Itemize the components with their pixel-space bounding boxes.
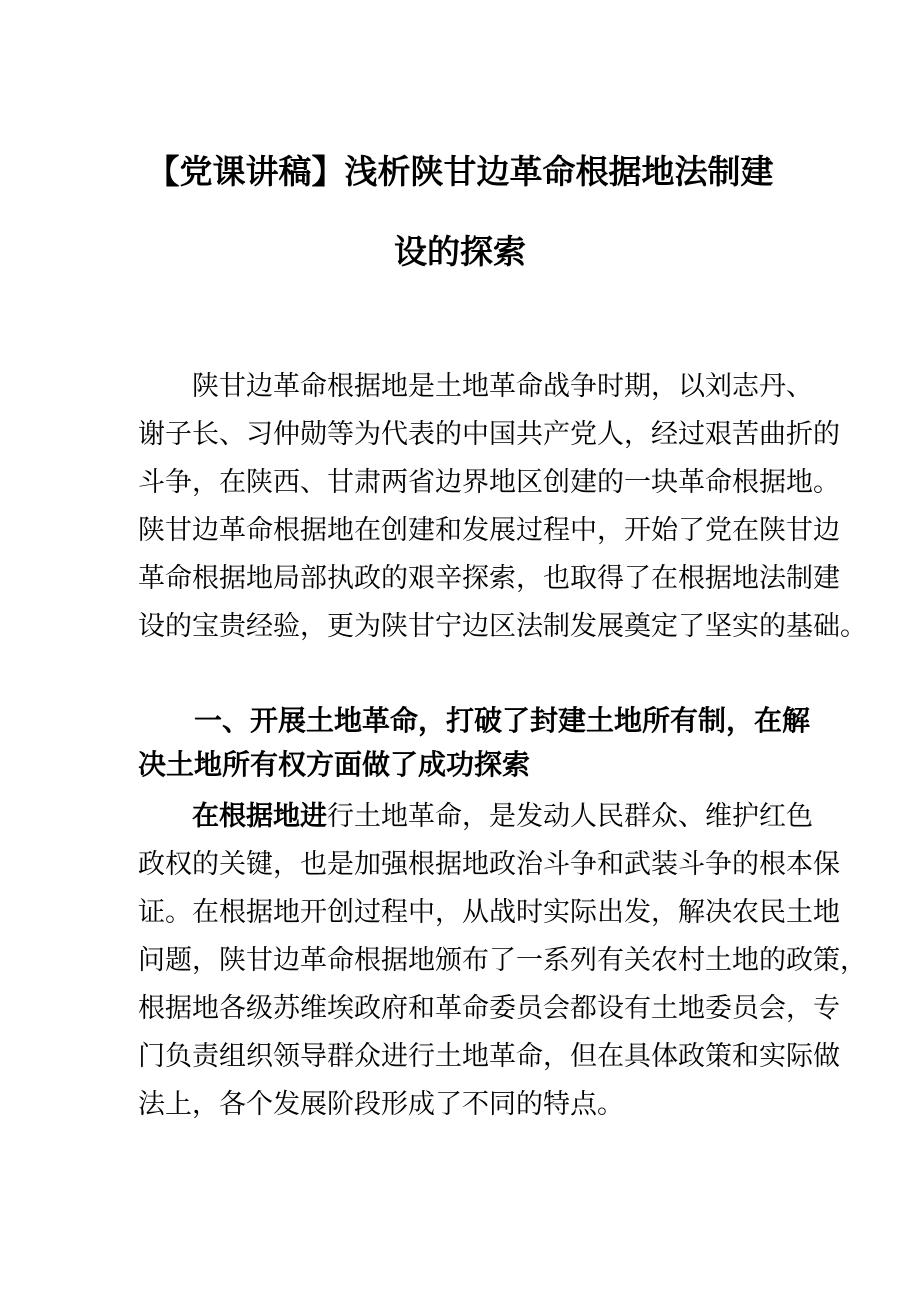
body-line: 政权的关键，也是加强根据地政治斗争和武装斗争的根本保 [138,849,840,879]
bold-lead-text: 在根据地进 [192,801,327,831]
section-heading-1 [138,699,860,787]
title-line-2: 设的探索 [394,233,526,270]
heading-line-2: 决土地所有权方面做了成功探索 [138,749,531,780]
body-line: 陕甘边革命根据地是土地革命战争时期，以刘志丹、 [192,371,813,401]
body-line: 根据地各级苏维埃政府和革命委员会都设有土地委员会，专 [138,993,840,1023]
heading-line-1: 一、开展土地革命，打破了封建土地所有制，在解 [194,705,811,736]
body-line [138,792,860,840]
body-line: 门负责组织领导群众进行土地革命，但在具体政策和实际做 [138,1041,840,1071]
body-line: 陕甘边革命根据地在创建和发展过程中，开始了党在陕甘边 [138,515,840,545]
body-line: 谢子长、习仲勋等为代表的中国共产党人，经过艰苦曲折的 [138,419,840,449]
body-line: 革命根据地局部执政的艰辛探索，也取得了在根据地法制建 [138,563,840,593]
body-line: 斗争，在陕西、甘肃两省边界地区创建的一块革命根据地。 [138,467,840,497]
paragraph-intro [138,362,867,650]
body-line: 证。在根据地开创过程中，从战时实际出发，解决农民土地 [138,897,840,927]
paragraph-section-1 [138,792,867,1128]
body-line-rest: 行土地革命，是发动人民群众、维护红色 [327,801,813,831]
body-line: 法上，各个发展阶段形成了不同的特点。 [138,1089,624,1119]
body-line: 设的宝贵经验，更为陕甘宁边区法制发展奠定了坚实的基础。 [138,611,867,641]
body-line: 问题，陕甘边革命根据地颁布了一系列有关农村土地的政策， [138,945,867,975]
document-title [0,132,920,292]
title-line-1: 【党课讲稿】浅析陕甘边革命根据地法制建 [146,153,774,190]
